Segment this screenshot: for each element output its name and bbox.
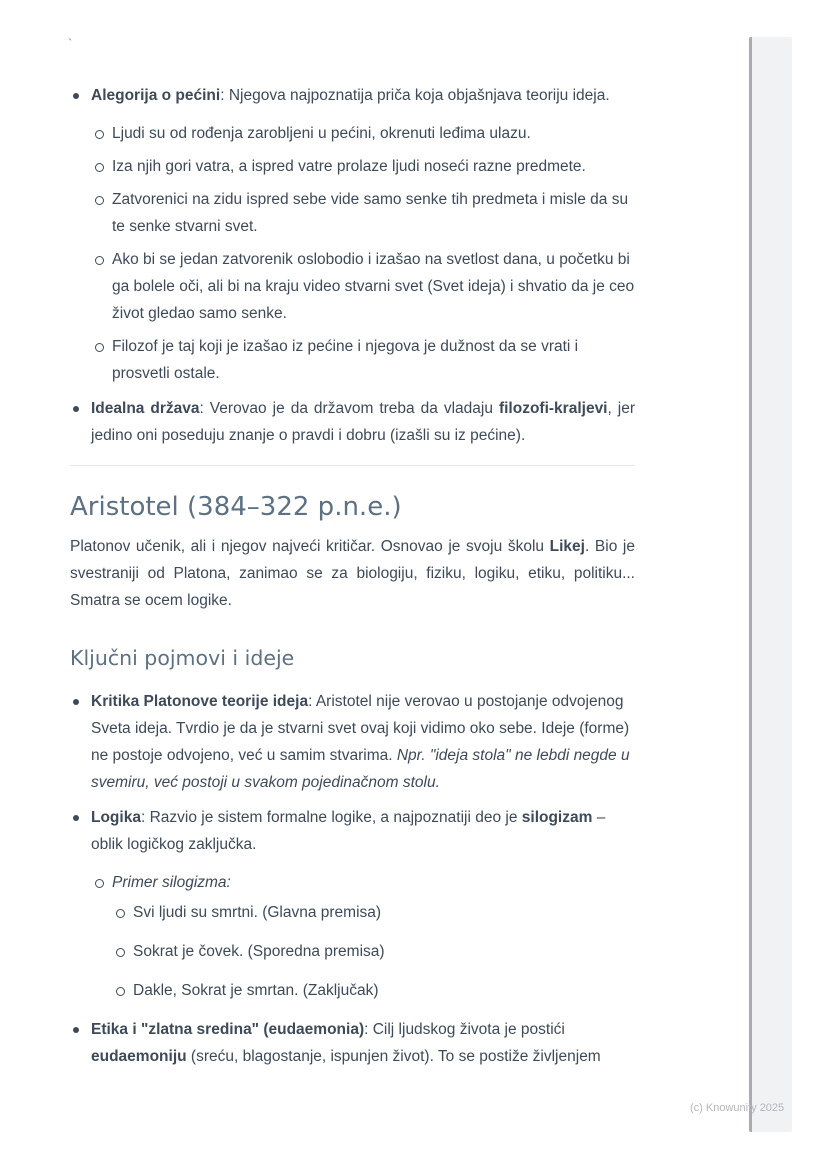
watermark: (c) Knowunity 2025 bbox=[690, 1102, 785, 1114]
syllogism-example-item bbox=[91, 869, 635, 1004]
section-heading-aristotel: Aristotel (384–322 p.n.e.) bbox=[70, 492, 402, 522]
logic-text: Logika: Razvio je sistem formalne logike, a najpoznatiji deo je silogizam – oblik logičkog zaključka. bbox=[91, 809, 606, 853]
aristotle-intro-paragraph: Platonov učenik, ali i njegov najveći kritičar. Osnovao je svoju školu Likej. Bio je svestraniji od Platona, zanimao se za biologiju, fiziku, logiku, etiku, politiku... Smatra se ocem logike. bbox=[70, 538, 635, 609]
list-item bbox=[91, 120, 635, 147]
list-item bbox=[91, 186, 635, 240]
subsection-heading-key-concepts: Ključni pojmovi i ideje bbox=[70, 646, 295, 670]
logic-sub-list bbox=[91, 869, 635, 1004]
section-divider bbox=[70, 465, 635, 466]
syllogism-text: Dakle, Sokrat je smrtan. (Zaključak) bbox=[133, 982, 379, 999]
logic-item bbox=[70, 804, 635, 1004]
sub-item-text: Ljudi su od rođenja zarobljeni u pećini, okrenuti leđima ulazu. bbox=[112, 125, 531, 142]
critique-text: Kritika Platonove teorije ideja: Aristotel nije verovao u postojanje odvojenog Sveta ideja. Tvrdio je da je stvarni svet ovaj koji vidimo oko sebe. Ideje (forme) ne postoje odvojeno, već u samim stvarima. Npr. "ideja stola" ne lebdi negde u svemiru, već postoji u svakom pojedinačnom stolu. bbox=[91, 693, 630, 791]
document-content bbox=[70, 82, 635, 1078]
allegory-text: Alegorija o pećini: Njegova najpoznatija priča koja objašnjava teoriju ideja. bbox=[91, 87, 610, 104]
syllogism-text: Sokrat je čovek. (Sporedna premisa) bbox=[133, 943, 385, 960]
critique-item bbox=[70, 688, 635, 796]
allegory-item bbox=[70, 82, 635, 387]
aristotle-bullet-list bbox=[70, 688, 635, 1070]
ethics-text: Etika i "zlatna sredina" (eudaemonia): Cilj ljudskog života je postići eudaemoniju (sreću, blagostanje, ispunjen život). To se postiže življenjem bbox=[91, 1021, 601, 1065]
syllogism-example-label: Primer silogizma: bbox=[112, 874, 231, 891]
syllogism-list bbox=[112, 899, 635, 1004]
list-item bbox=[91, 246, 635, 327]
ideal-state-text: Idealna država: Verovao je da državom treba da vladaju filozofi-kraljevi, jer jedino oni poseduju znanje o pravdi i dobru (izašli su iz pećine). bbox=[91, 400, 636, 444]
sub-item-text: Iza njih gori vatra, a ispred vatre prolaze ljudi noseći razne predmete. bbox=[112, 158, 586, 175]
stray-mark: ` bbox=[68, 36, 73, 51]
syllogism-text: Svi ljudi su smrtni. (Glavna premisa) bbox=[133, 904, 382, 921]
list-item bbox=[112, 977, 635, 1004]
list-item bbox=[112, 899, 635, 926]
list-item bbox=[91, 153, 635, 180]
ideal-state-item bbox=[70, 395, 635, 449]
list-item bbox=[91, 333, 635, 387]
list-item bbox=[112, 938, 635, 965]
ethics-item bbox=[70, 1016, 635, 1070]
plato-bullet-list bbox=[70, 82, 635, 449]
sub-item-text: Ako bi se jedan zatvorenik oslobodio i izašao na svetlost dana, u početku bi ga bolele oči, ali bi na kraju video stvarni svet (Svet ideja) i shvatio da je ceo život gledao samo senke. bbox=[112, 251, 635, 322]
sub-item-text: Filozof je taj koji je izašao iz pećine i njegova je dužnost da se vrati i prosvetli ostale. bbox=[112, 338, 579, 382]
scrollbar-track[interactable] bbox=[749, 37, 792, 1132]
sub-item-text: Zatvorenici na zidu ispred sebe vide samo senke tih predmeta i misle da su te senke stvarni svet. bbox=[112, 191, 629, 235]
allegory-sub-list bbox=[91, 120, 635, 387]
